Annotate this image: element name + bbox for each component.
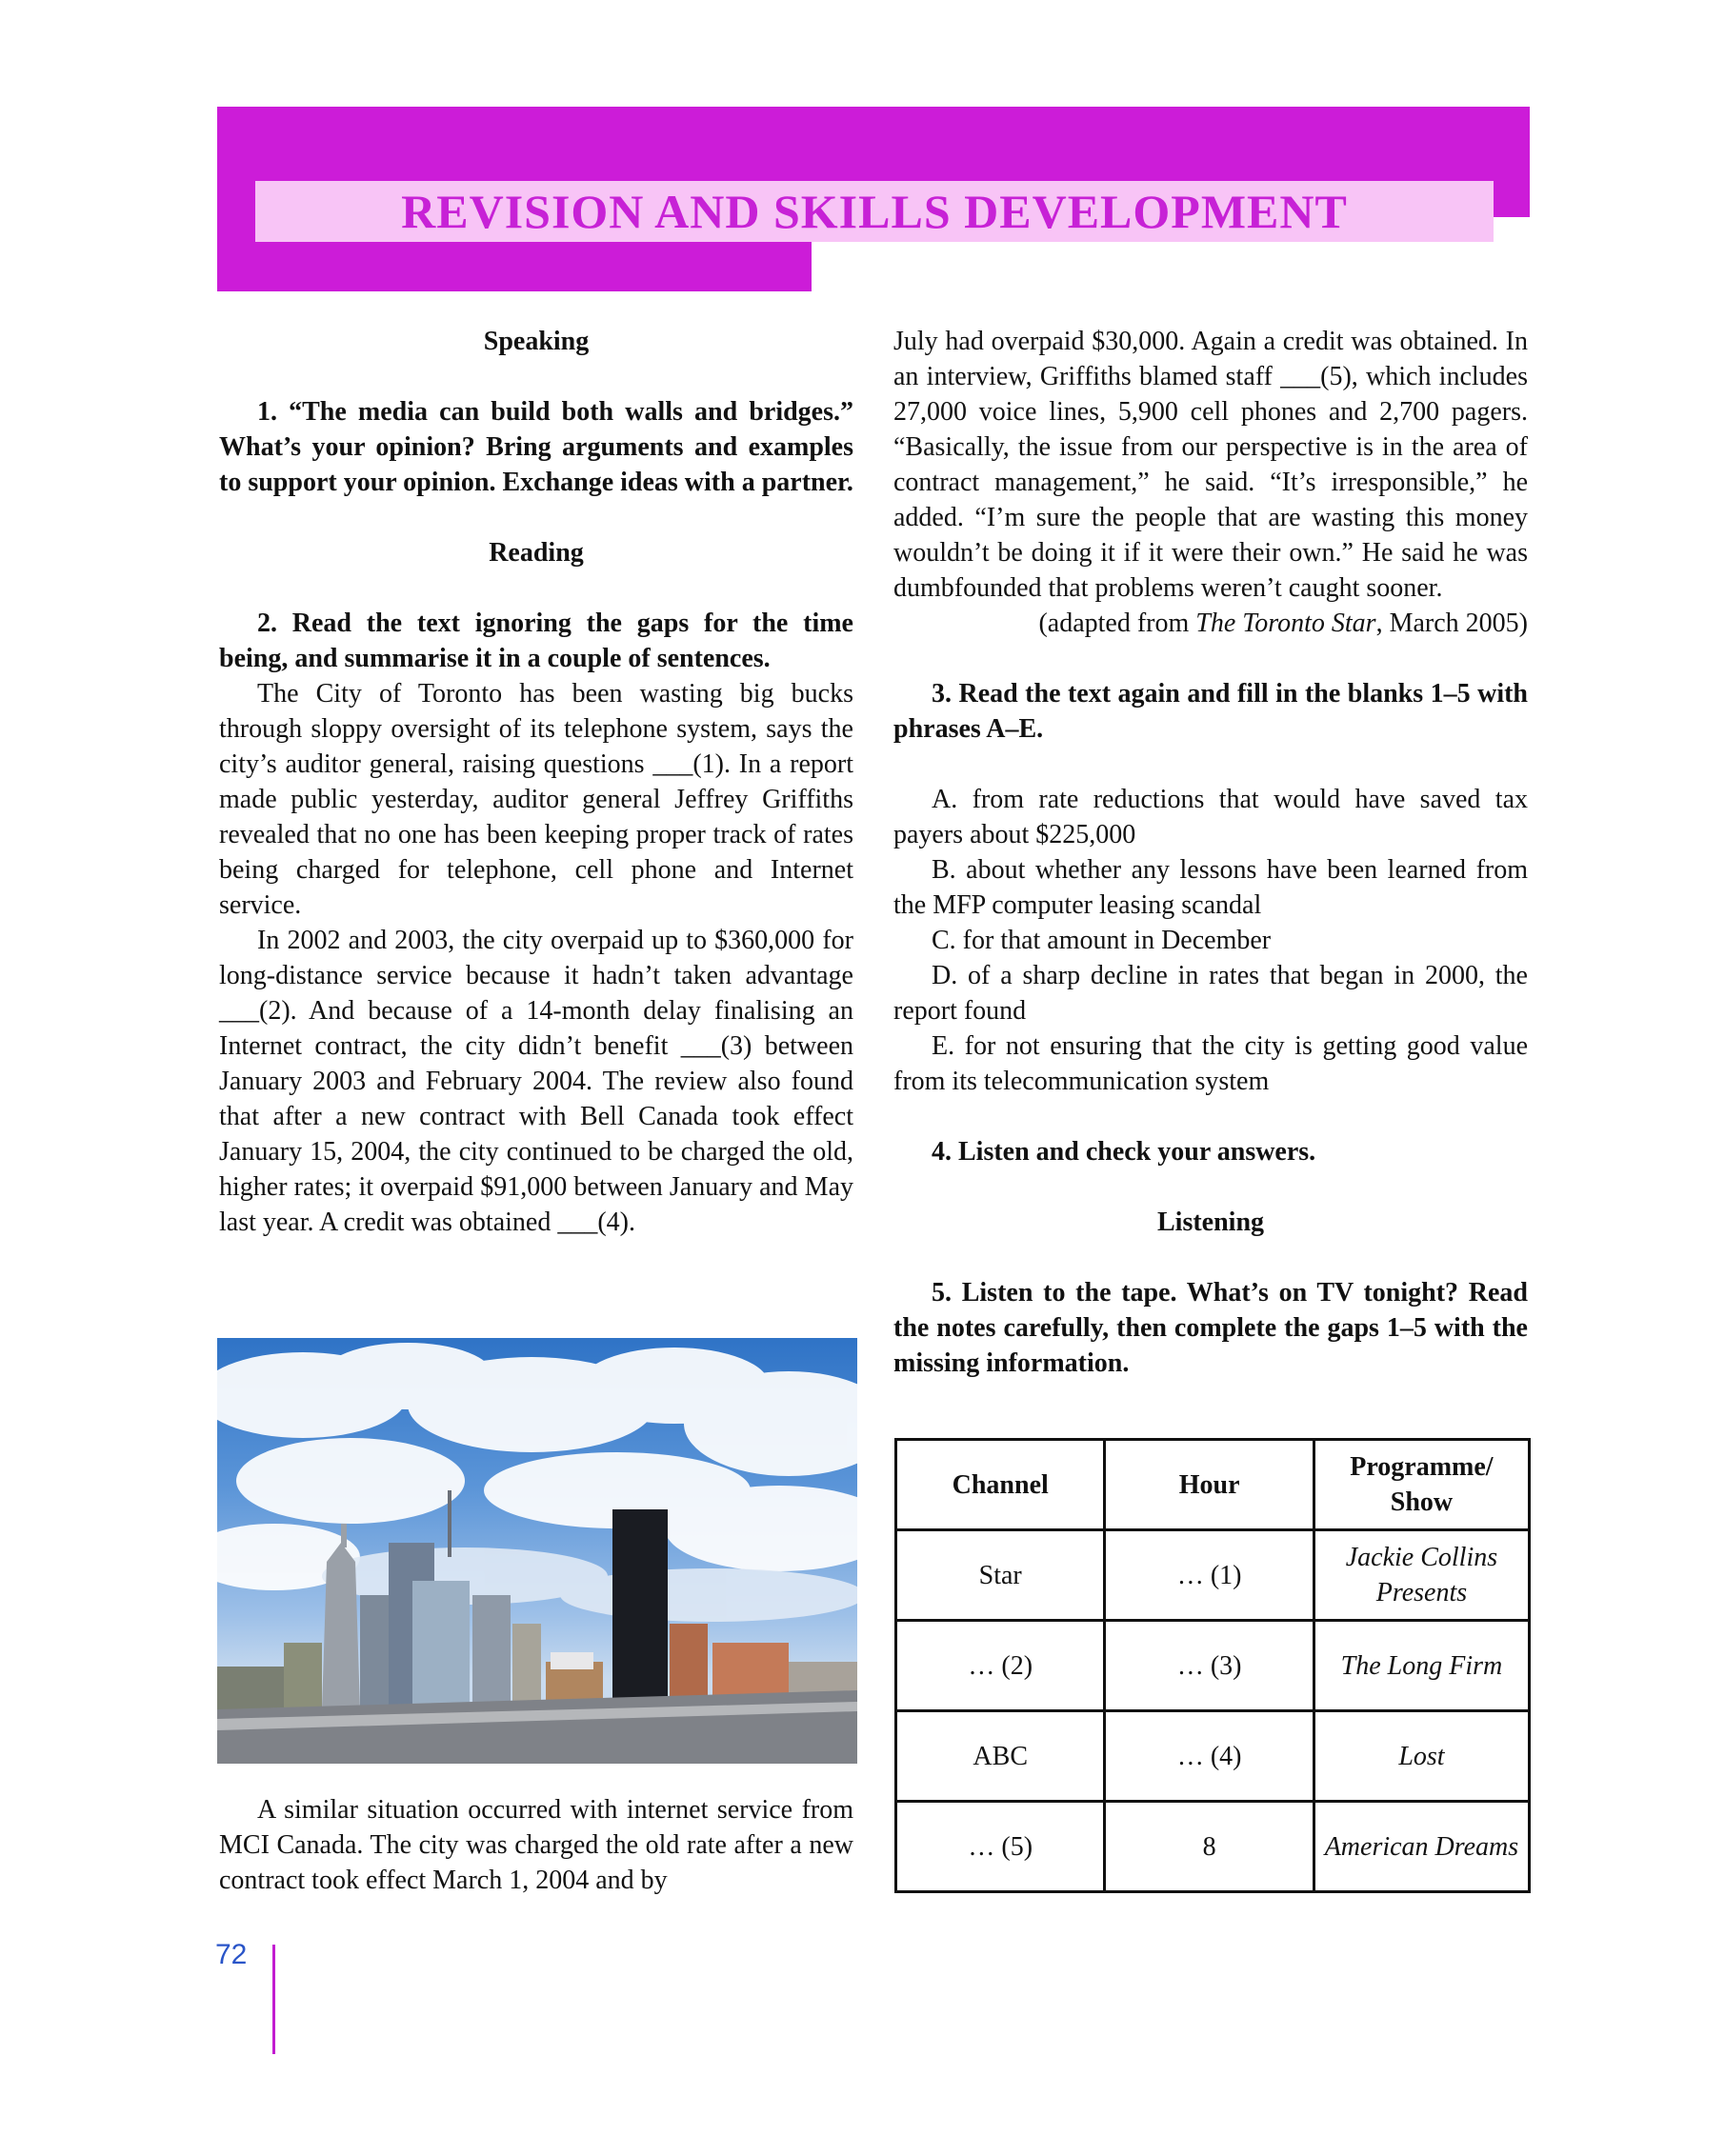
task-3: 3. Read the text again and fill in the blanks 1–5 with phrases A–E.	[893, 679, 1528, 744]
table-row	[896, 1530, 1530, 1621]
toronto-skyline-photo	[217, 1338, 857, 1764]
table-cell: … (2)	[896, 1621, 1105, 1711]
task-4: 4. Listen and check your answers.	[932, 1137, 1316, 1167]
reading-heading: Reading	[489, 538, 584, 568]
page-number: 72	[215, 1939, 248, 1970]
task-5: 5. Listen to the tape. What’s on TV tonight? Read the notes carefully, then complete the gaps 1–5 with the missing information.	[893, 1278, 1528, 1378]
table-cell: … (3)	[1105, 1621, 1314, 1711]
text-paragraph-1: The City of Toronto has been wasting big bucks through sloppy oversight of its telephone system, says the city’s auditor general, raising questions ___(1). In a report made public yesterday, auditor general Jeffrey Griffiths revealed that no one has been keeping proper track of rates being charged for telephone, cell phone and Internet service.	[219, 679, 853, 920]
table-cell: Lost	[1314, 1711, 1529, 1802]
source-suffix: , March 2005)	[1375, 609, 1528, 638]
task-1: 1. “The media can build both walls and bridges.” What’s your opinion? Bring arguments and examples to support your opinion. Exchange ideas with a partner.	[219, 397, 853, 497]
source-citation	[893, 606, 1528, 641]
option-e: E. for not ensuring that the city is getting good value from its telecommunication system	[893, 1031, 1528, 1096]
table-row	[896, 1621, 1530, 1711]
table-cell: The Long Firm	[1314, 1621, 1529, 1711]
table-cell: 8	[1105, 1802, 1314, 1892]
option-a: A. from rate reductions that would have saved tax payers about $225,000	[893, 785, 1528, 849]
option-d: D. of a sharp decline in rates that began in 2000, the report found	[893, 961, 1528, 1026]
header-title-box	[255, 181, 1494, 242]
table-cell: American Dreams	[1314, 1802, 1529, 1892]
table-cell: … (5)	[896, 1802, 1105, 1892]
table-header-row	[896, 1440, 1530, 1530]
right-column	[893, 324, 1528, 1381]
speaking-heading: Speaking	[483, 327, 590, 356]
table-cell: … (1)	[1105, 1530, 1314, 1621]
text-paragraph-3: A similar situation occurred with internet service from MCI Canada. The city was charged the old rate after a new contract took effect March 1, 2004 and by	[219, 1795, 853, 1895]
text-paragraph-continued: July had overpaid $30,000. Again a credit was obtained. In an interview, Griffiths blamed staff ___(5), which includes 27,000 voice lines, 5,900 cell phones and 2,700 pagers. “Basically, the issue from our perspective is in the area of contract management,” he said. “It’s irresponsible,” he added. “I’m sure the people that are wasting this money wouldn’t be doing it if it were their own.” He said he was dumbfounded that problems weren’t caught sooner.	[893, 327, 1528, 603]
header-hour: Hour	[1105, 1440, 1314, 1530]
listening-heading: Listening	[1156, 1208, 1265, 1237]
task-2: 2. Read the text ignoring the gaps for the time being, and summarise it in a couple of sentences.	[219, 609, 853, 673]
table-row	[896, 1802, 1530, 1892]
text-paragraph-2: In 2002 and 2003, the city overpaid up to $360,000 for long-distance service because it hadn’t taken advantage ___(2). And because of a 14-month delay finalising an Internet contract, the city didn’t benefit ___(3) between January 2003 and February 2004. The review also found that after a new contract with Bell Canada took effect January 15, 2004, the city continued to be charged the old, higher rates; it overpaid $91,000 between January and May last year. A credit was obtained ___(4).	[219, 926, 853, 1237]
option-c: C. for that amount in December	[932, 926, 1272, 955]
left-column	[219, 324, 853, 1240]
page-title: REVISION AND SKILLS DEVELOPMENT	[401, 185, 1348, 238]
source-prefix: (adapted from	[1038, 609, 1196, 638]
table-cell: Jackie Collins Presents	[1314, 1530, 1529, 1621]
page-number-rule	[272, 1945, 275, 2054]
header-programme: Programme/ Show	[1314, 1440, 1529, 1530]
option-b: B. about whether any lessons have been learned from the MFP computer leasing scandal	[893, 855, 1528, 920]
tv-schedule-table	[894, 1438, 1531, 1893]
source-title: The Toronto Star	[1195, 609, 1376, 638]
table-cell: Star	[896, 1530, 1105, 1621]
table-row	[896, 1711, 1530, 1802]
table-cell: … (4)	[1105, 1711, 1314, 1802]
header-channel: Channel	[896, 1440, 1105, 1530]
table-cell: ABC	[896, 1711, 1105, 1802]
